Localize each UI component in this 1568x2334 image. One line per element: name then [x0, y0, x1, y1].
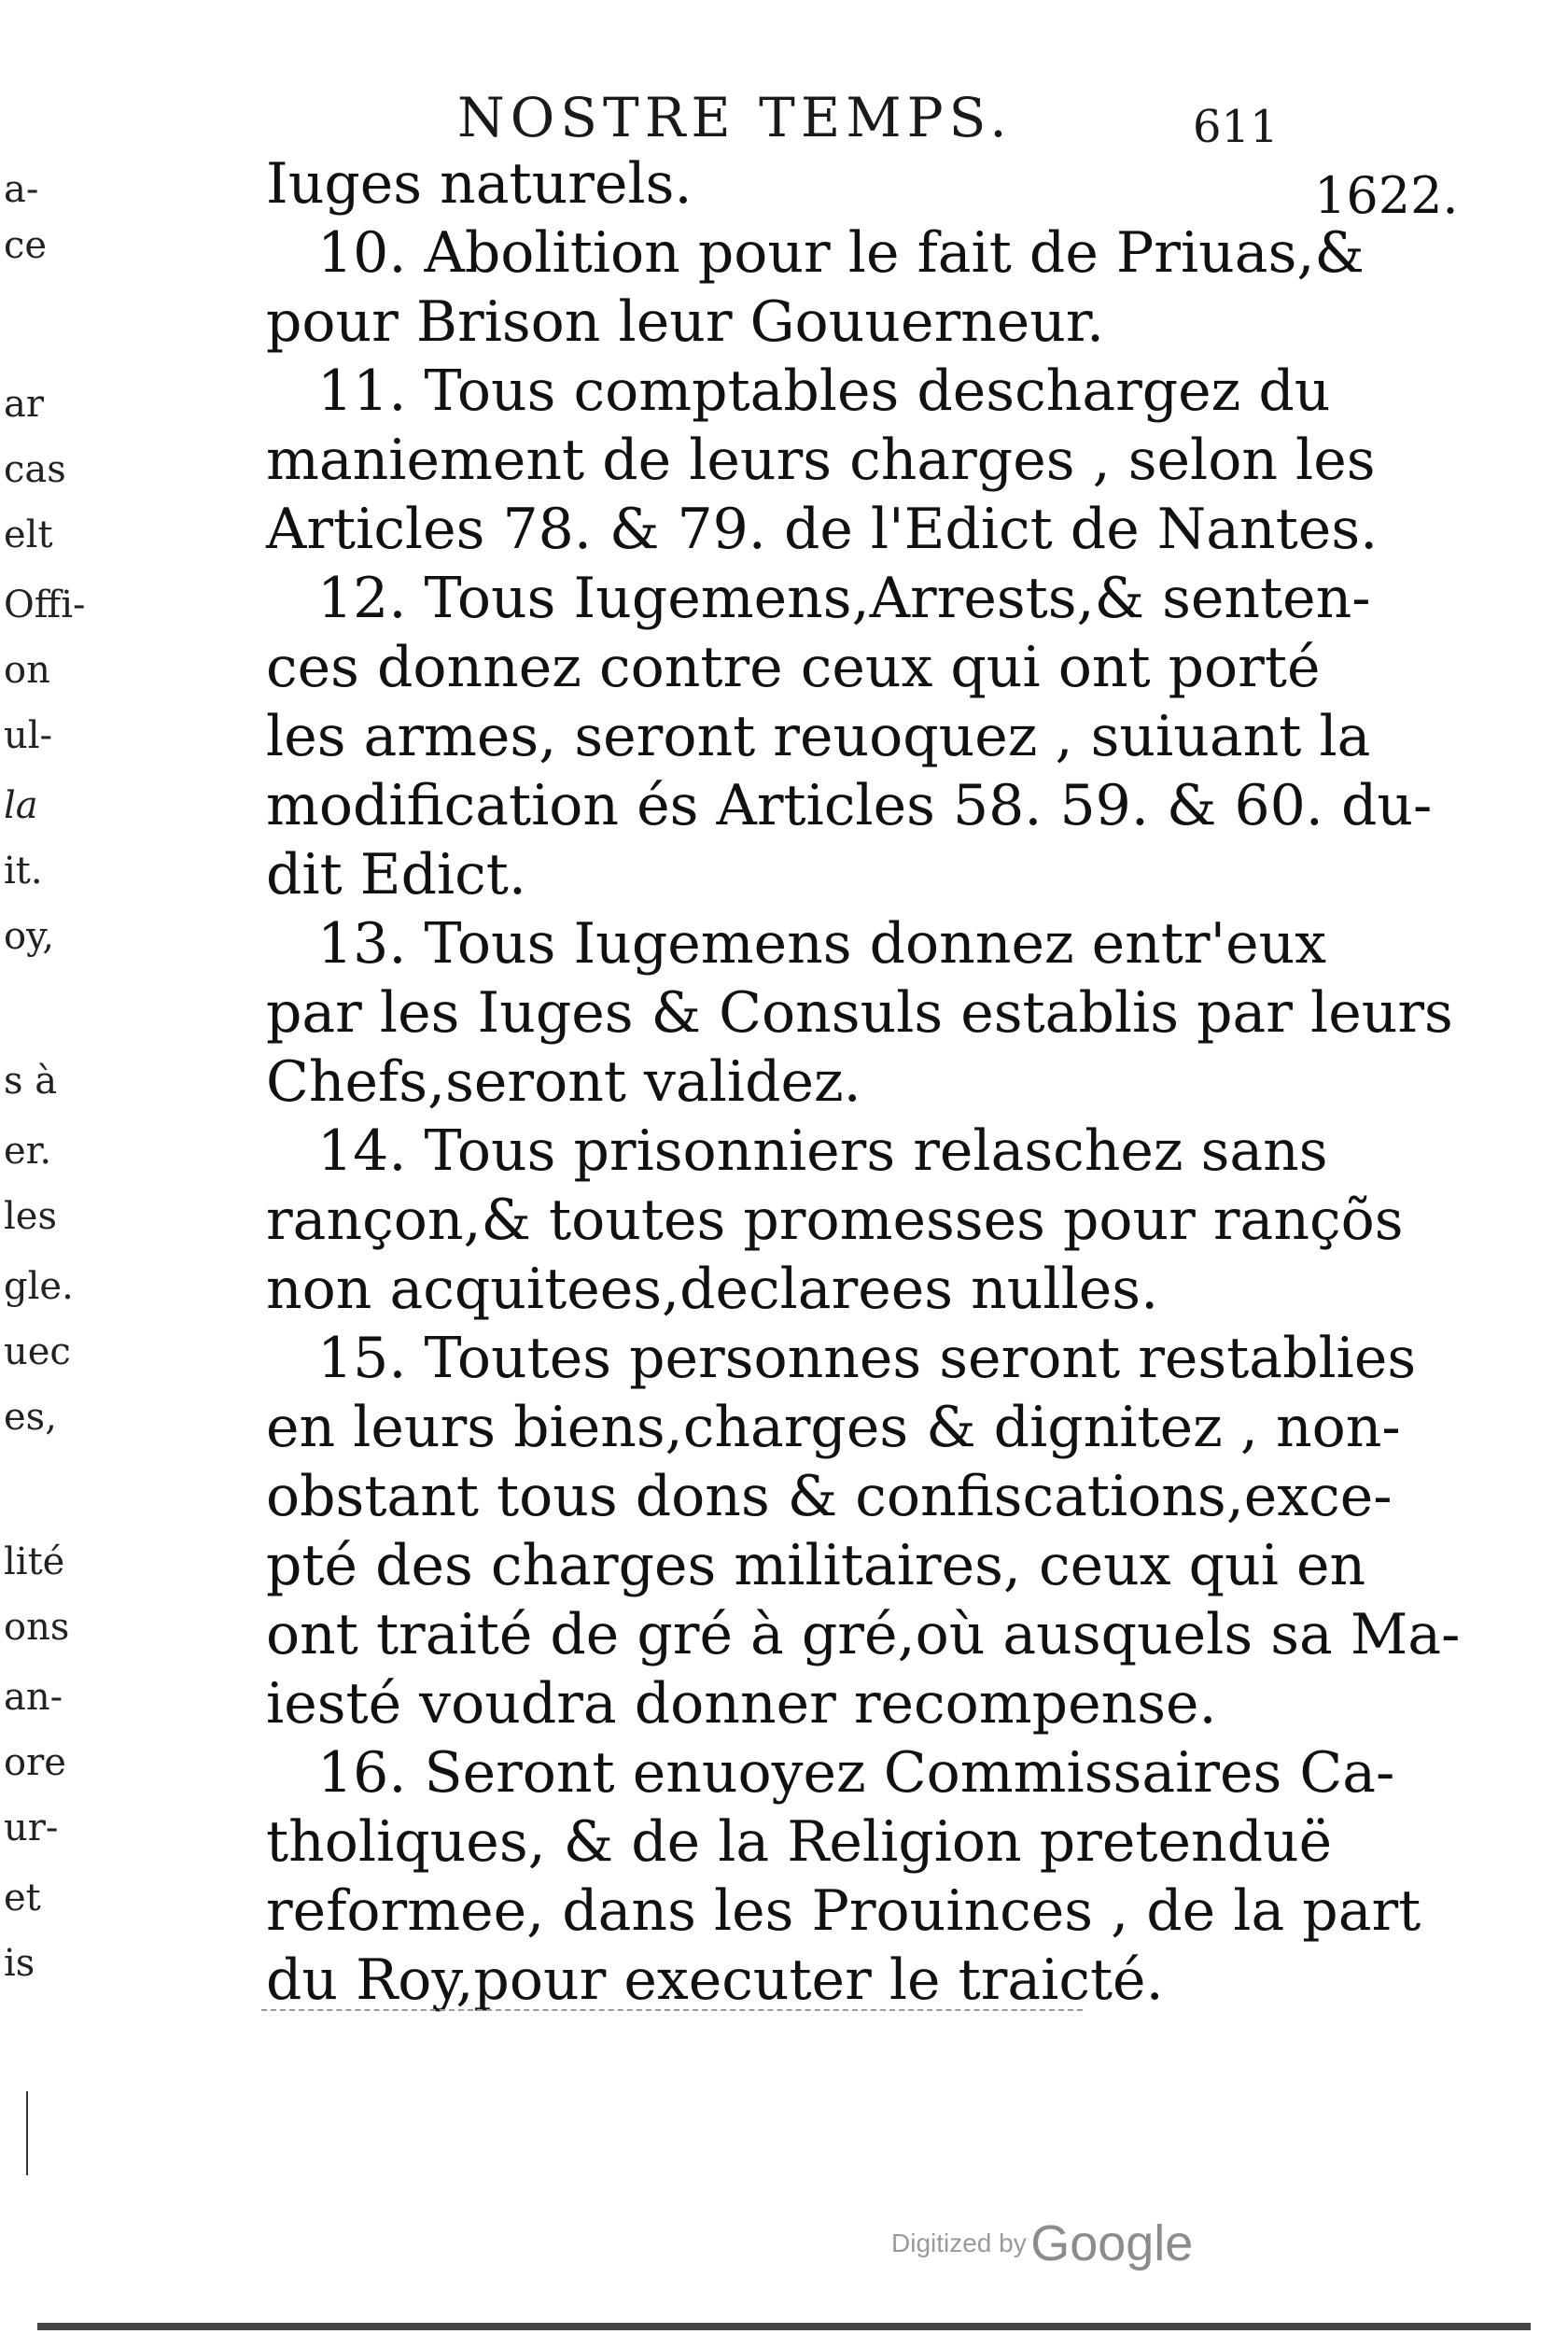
article-16-line: 16. Seront enuoyez Commissaires Ca-: [317, 1740, 1395, 1806]
margin-fragment: s à: [4, 1060, 58, 1103]
margin-fragment: lité: [4, 1540, 65, 1583]
page-edge-mark: [26, 2091, 28, 2175]
margin-fragment: es,: [4, 1396, 57, 1439]
scan-bottom-edge: [37, 2323, 1531, 2330]
article-12-line: 12. Tous Iugemens,Arrests,& senten-: [317, 566, 1371, 631]
article-14-line: 14. Tous prisonniers relaschez sans: [317, 1118, 1328, 1184]
margin-fragment: les: [4, 1195, 57, 1238]
text-line: les armes, seront reuoquez , suiuant la: [266, 704, 1371, 769]
margin-fragment: uec: [4, 1330, 71, 1373]
article-15-line: 15. Toutes personnes seront restablies: [317, 1326, 1417, 1391]
watermark-prefix: Digitized by: [891, 2229, 1027, 2257]
margin-fragment: a-: [4, 168, 39, 211]
margin-fragment: gle.: [4, 1265, 74, 1308]
left-margin-bleed: [0, 168, 103, 2035]
article-10-line: 10. Abolition pour le fait de Priuas,&: [317, 220, 1365, 286]
margin-fragment: ul-: [4, 714, 53, 757]
margin-fragment: la: [4, 784, 38, 827]
margin-fragment: cas: [4, 448, 66, 491]
text-line: ont traité de gré à gré,où ausquels sa Ma-: [266, 1602, 1461, 1667]
digitization-watermark: [891, 2214, 1193, 2272]
text-line: pté des charges militaires, ceux qui en: [266, 1533, 1366, 1598]
margin-fragment: ons: [4, 1606, 70, 1649]
text-line: par les Iuges & Consuls establis par leurs: [266, 980, 1453, 1046]
watermark-brand-logo: Google: [1030, 2215, 1194, 2271]
article-11-line: 11. Tous comptables deschargez du: [317, 359, 1331, 424]
text-line: Articles 78. & 79. de l'Edict de Nantes.: [266, 497, 1379, 562]
margin-fragment: ar: [4, 383, 44, 426]
margin-fragment: ur-: [4, 1807, 59, 1849]
margin-year-note: 1622.: [1314, 166, 1459, 225]
margin-fragment: ce: [4, 224, 48, 267]
text-line: Iuges naturels.: [266, 151, 693, 217]
text-line: non acquitees,declarees nulles.: [266, 1257, 1159, 1322]
margin-fragment: it.: [4, 850, 43, 893]
margin-fragment: er.: [4, 1130, 52, 1173]
margin-fragment: elt: [4, 513, 53, 556]
text-line: tholiques, & de la Religion pretenduë: [266, 1809, 1333, 1875]
margin-fragment: is: [4, 1942, 35, 1985]
text-line: pour Brison leur Gouuerneur.: [266, 289, 1105, 355]
margin-fragment: Offi-: [4, 584, 86, 626]
margin-fragment: on: [4, 649, 50, 692]
margin-fragment: ore: [4, 1741, 66, 1784]
text-line: maniement de leurs charges , selon les: [266, 428, 1376, 493]
margin-fragment: et: [4, 1877, 41, 1919]
page-number: 611: [1193, 101, 1279, 153]
article-13-line: 13. Tous Iugemens donnez entr'eux: [317, 911, 1327, 977]
margin-fragment: an-: [4, 1676, 63, 1719]
margin-fragment: oy,: [4, 915, 55, 958]
text-line: dit Edict.: [266, 842, 526, 907]
text-line: iesté voudra donner recompense.: [266, 1671, 1217, 1736]
text-line: ces donnez contre ceux qui ont porté: [266, 635, 1321, 700]
text-line: en leurs biens,charges & dignitez , non-: [266, 1395, 1401, 1460]
text-line: du Roy,pour executer le traicté.: [266, 1947, 1164, 2013]
running-head: NOSTRE TEMPS.: [457, 86, 1013, 149]
text-line: modification és Articles 58. 59. & 60. du-: [266, 773, 1433, 838]
text-line: obstant tous dons & confiscations,exce-: [266, 1464, 1393, 1529]
bottom-rule-divider: [261, 2009, 1083, 2011]
text-line: rançon,& toutes promesses pour rançõs: [266, 1188, 1404, 1253]
text-line: reformee, dans les Prouinces , de la part: [266, 1878, 1421, 1944]
text-line: Chefs,seront validez.: [266, 1049, 861, 1115]
